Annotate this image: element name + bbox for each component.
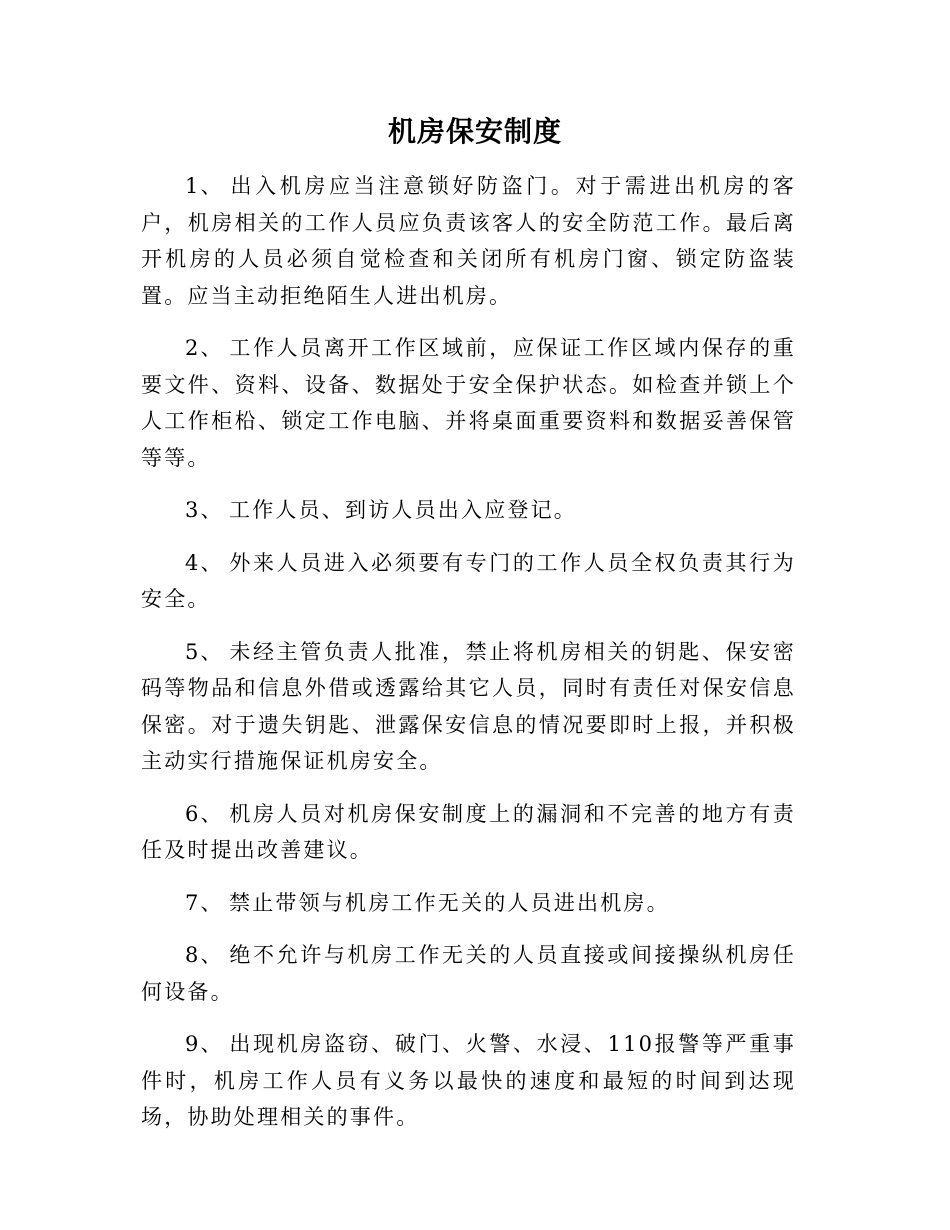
document-body	[141, 168, 796, 1152]
rule-text: 工作人员离开工作区域前，应保证工作区域内保存的重要文件、资料、设备、数据处于安全保护状态。如检查并锁上个人工作柜柗、锁定工作电脑、并将桌面重要资料和数据妥善保管等等。	[141, 336, 796, 470]
rule-number: 5、	[185, 639, 224, 664]
rule-item-2	[141, 330, 796, 476]
rule-item-5	[141, 634, 796, 780]
rule-number: 4、	[185, 550, 224, 575]
rule-text: 出现机房盗窃、破门、火警、水浸、110报警等严重事件时，机房工作人员有义务以最快的速度和最短的时间到达现场，协助处理相关的事件。	[141, 1032, 796, 1129]
rule-text: 外来人员进入必须要有专门的工作人员全权负责其行为安全。	[141, 550, 796, 611]
rule-number: 1、	[185, 174, 224, 198]
rule-item-1	[141, 168, 796, 314]
rule-item-9	[141, 1026, 796, 1136]
rule-number: 3、	[185, 498, 224, 522]
rule-text: 绝不允许与机房工作无关的人员直接或间接操纵机房任何设备。	[141, 943, 796, 1004]
rule-item-7	[141, 885, 796, 922]
rule-text: 机房人员对机房保安制度上的漏洞和不完善的地方有责任及时提出改善建议。	[141, 801, 796, 862]
rule-number: 2、	[185, 336, 224, 360]
rule-number: 9、	[185, 1032, 224, 1056]
rule-number: 7、	[185, 890, 224, 915]
rule-item-4	[141, 545, 796, 618]
rule-text: 未经主管负责人批准，禁止将机房相关的钥匙、保安密码等物品和信息外借或透露给其它人员，同时有责任对保安信息保密。对于遗失钥匙、泄露保安信息的情况要即时上报，并积极主动实行措施保证机房安全。	[141, 639, 796, 773]
rule-text: 禁止带领与机房工作无关的人员进出机房。	[229, 890, 670, 915]
rule-text: 工作人员、到访人员出入应登记。	[229, 498, 577, 522]
document-title: 机房保安制度	[387, 115, 562, 148]
rule-text: 出入机房应当注意锁好防盗门。对于需进出机房的客户，机房相关的工作人员应负责该客人的安全防范工作。最后离开机房的人员必须自觉检查和关闭所有机房门窗、锁定防盗装置。应当主动拒绝陌生人进出机房。	[141, 174, 796, 308]
rule-item-8	[141, 937, 796, 1010]
rule-item-6	[141, 796, 796, 869]
rule-number: 6、	[185, 801, 224, 826]
rule-number: 8、	[185, 943, 224, 967]
rule-item-3	[141, 492, 796, 529]
